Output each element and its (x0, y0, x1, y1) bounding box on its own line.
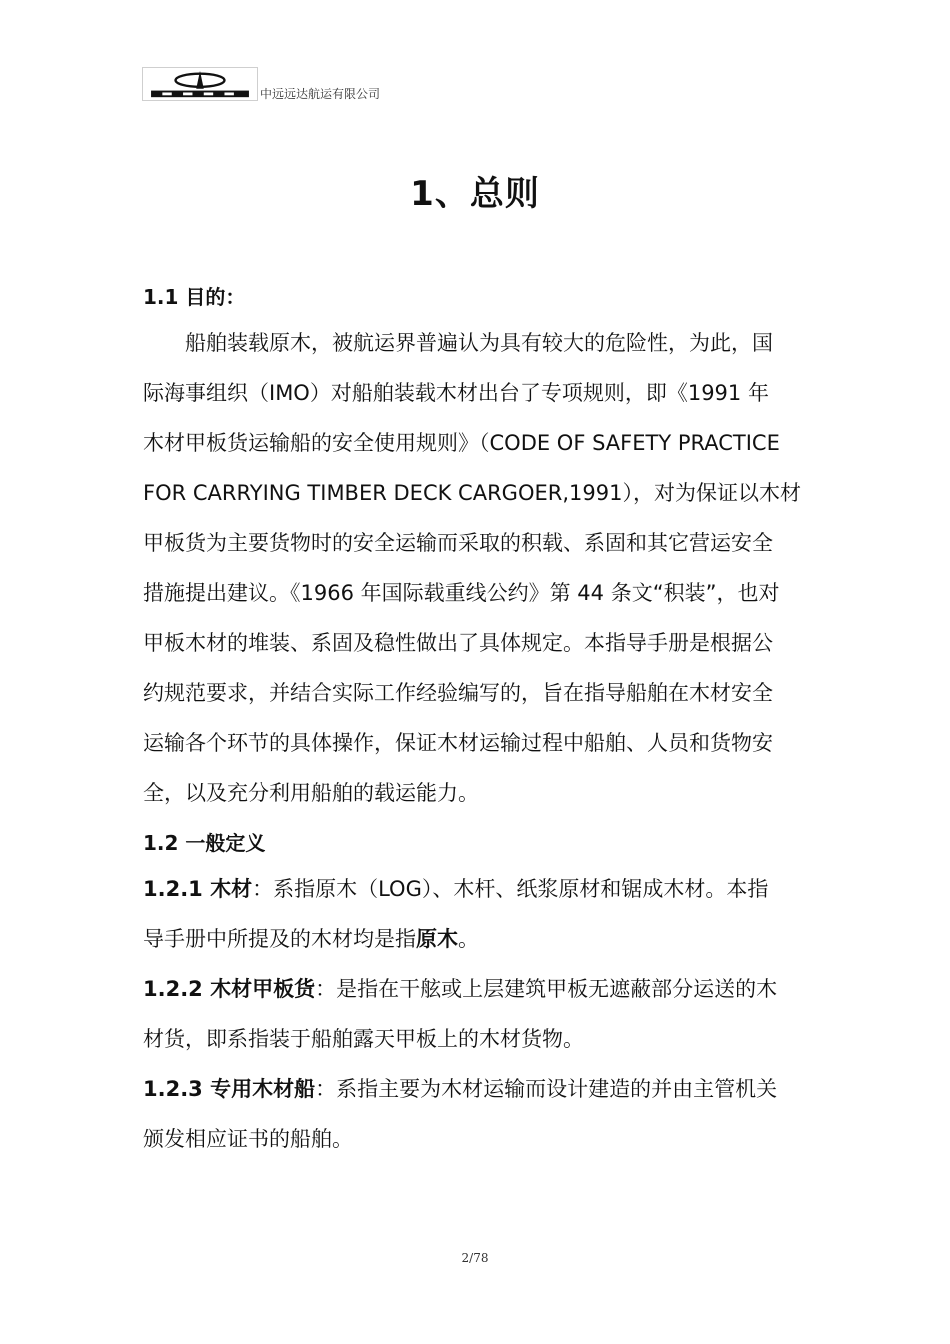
section-1-1-body (143, 318, 815, 818)
section-1-2-heading: 1.2 一般定义 (143, 831, 266, 855)
definition-text: ：系指原木（LOG）、木杆、纸浆原材和锯成木材。本指 (252, 877, 769, 901)
definition-text: 颁发相应证书的船舶。 (143, 1127, 353, 1151)
definition-timber-ship (143, 1064, 815, 1114)
chapter-title: 1、总则 (410, 174, 540, 214)
paragraph-line: 际海事组织（IMO）对船舶装载木材出台了专项规则，即《1991 年 (143, 381, 769, 405)
page-number: 2/78 (461, 1251, 489, 1265)
cosco-logo (142, 67, 258, 101)
company-name: 中远远达航运有限公司 (260, 87, 381, 101)
definition-timber-cont (143, 914, 815, 964)
definition-term: 1.2.2 木材甲板货 (143, 977, 316, 1001)
definitions (143, 864, 815, 1164)
definition-text: 材货，即系指装于船舶露天甲板上的木材货物。 (143, 1027, 584, 1051)
paragraph-line: 木材甲板货运输船的安全使用规则》（CODE OF SAFETY PRACTICE (143, 431, 780, 455)
definition-text: ：是指在干舷或上层建筑甲板无遮蔽部分运送的木 (315, 977, 778, 1001)
definition-timber-ship-cont (143, 1114, 815, 1164)
definition-text: ：系指主要为木材运输而设计建造的并由主管机关 (315, 1077, 778, 1101)
definition-term: 1.2.3 专用木材船 (143, 1077, 316, 1101)
definition-term: 1.2.1 木材 (143, 877, 253, 901)
emphasis-term: 原木 (416, 927, 458, 951)
paragraph-line: 全，以及充分利用船舶的载运能力。 (143, 781, 479, 805)
page-header (142, 67, 380, 101)
definition-deck-cargo (143, 964, 815, 1014)
paragraph-line: 运输各个环节的具体操作，保证木材运输过程中船舶、人员和货物安 (143, 731, 773, 755)
paragraph-line: 船舶装载原木，被航运界普遍认为具有较大的危险性，为此，国 (185, 331, 773, 355)
paragraph-line: 约规范要求，并结合实际工作经验编写的，旨在指导船舶在木材安全 (143, 681, 773, 705)
paragraph-line: 措施提出建议。《1966 年国际载重线公约》第 44 条文“积装”，也对 (143, 581, 780, 605)
paragraph-line: 甲板货为主要货物时的安全运输而采取的积载、系固和其它营运安全 (143, 531, 773, 555)
definition-deck-cargo-cont (143, 1014, 815, 1064)
definition-text: 。 (458, 927, 479, 951)
section-1-1-heading: 1.1 目的： (143, 285, 246, 309)
definition-timber (143, 864, 815, 914)
definition-text: 导手册中所提及的木材均是指 (143, 927, 416, 951)
paragraph-line: 甲板木材的堆装、系固及稳性做出了具体规定。本指导手册是根据公 (143, 631, 773, 655)
paragraph-line: FOR CARRYING TIMBER DECK CARGOER,1991），对为保证以木材 (143, 481, 801, 505)
